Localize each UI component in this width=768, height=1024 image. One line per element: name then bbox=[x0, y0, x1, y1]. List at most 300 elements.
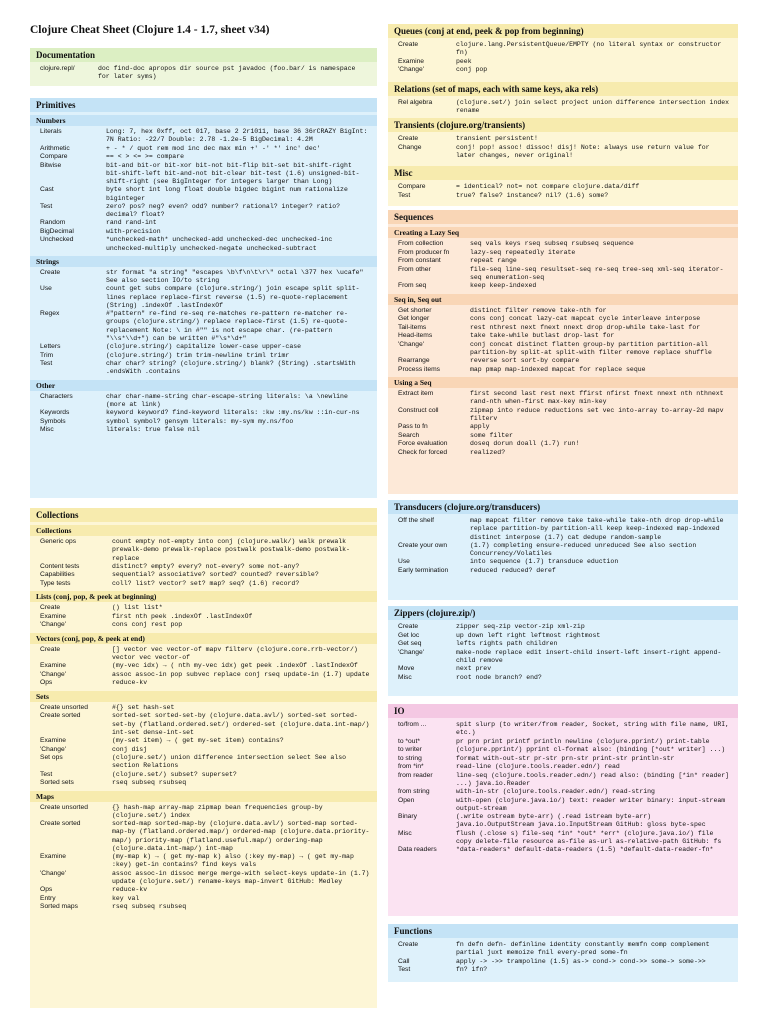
io-row-label: to writer bbox=[398, 746, 422, 753]
io-row-label: to *out* bbox=[398, 737, 420, 745]
collections-row-value: (clojure.set/) subset? superset? bbox=[112, 770, 237, 778]
primitives-row bbox=[36, 128, 371, 145]
collections-row bbox=[36, 704, 371, 713]
collections-section-title: Collections bbox=[30, 525, 377, 536]
primitives-row bbox=[36, 426, 371, 435]
relations-header: Relations (set of maps, each with same keys, aka rels) bbox=[388, 82, 738, 96]
primitives-row bbox=[36, 310, 371, 343]
documentation-row bbox=[36, 65, 371, 82]
io-row-value: with-in-str (clojure.tools.reader.edn/) read-string bbox=[456, 788, 655, 795]
zippers-row bbox=[394, 674, 732, 683]
sequences-row-value: realized? bbox=[470, 448, 506, 456]
transducers-row bbox=[394, 558, 732, 567]
collections-row-label: 'Change' bbox=[40, 869, 66, 877]
io-row bbox=[394, 788, 732, 797]
primitives-row bbox=[36, 162, 371, 187]
io-row-value: spit slurp (to writer/from reader, Socket, string with file name, URI, etc.) bbox=[456, 721, 733, 737]
collections-row-value: (my-map k) → ( get my-map k) also (:key my-map) → ( get my-map :key) get-in contains? find keys vals bbox=[112, 853, 358, 869]
sequences-row bbox=[394, 440, 732, 449]
sequences-row-value: first second last rest next ffirst nfirst fnext nnext nth nthnext rand-nth when-first max-key min-key bbox=[470, 390, 728, 406]
zippers-row-label: 'Change' bbox=[398, 648, 424, 656]
transducers-row-value: (1.7) completing ensure-reduced unreduced See also section Concurrency/Volatiles bbox=[470, 541, 701, 557]
sequences-row-value: file-seq line-seq resultset-seq re-seq tree-seq xml-seq iterator-seq enumeration-seq bbox=[470, 265, 724, 281]
sequences-row-label: Force evaluation bbox=[398, 440, 448, 447]
io-row-label: Misc bbox=[398, 829, 412, 837]
sequences-row-value: zipmap into reduce reductions set vec into-array to-array-2d mapv filterv bbox=[470, 406, 728, 422]
primitives-row-value: #"pattern" re-find re-seq re-matches re-pattern re-matcher re-groups (clojure.string/) replace replace-first (1.5) re-quote-replacement Note: \ in #"" is not escape char. (re-pattern "\\s*\\d+") can be written #"\s*\d+" bbox=[106, 310, 348, 342]
transients-row bbox=[394, 135, 732, 144]
documentation-box bbox=[30, 48, 377, 86]
collections-row bbox=[36, 886, 371, 895]
sequences-row-value: cons conj concat lazy-cat mapcat cycle interleave interpose bbox=[470, 315, 701, 322]
sequences-row bbox=[394, 315, 732, 324]
primitives-row-label: Bitwise bbox=[40, 161, 62, 169]
queues-row-label: 'Change' bbox=[398, 66, 424, 73]
primitives-row-value: str format "a string" "escapes \b\f\n\t\r\" octal \377 hex \ucafe" See also section IO/to string bbox=[106, 268, 368, 284]
primitives-row-value: rand rand-int bbox=[106, 219, 157, 227]
sequences-row-value: some filter bbox=[470, 431, 513, 439]
primitives-row bbox=[36, 186, 371, 203]
collections-row-value: {} hash-map array-map zipmap bean frequencies group-by (clojure.set/) index bbox=[112, 803, 327, 819]
io-row-value: flush (.close s) file-seq *in* *out* *err* (clojure.java.io/) file copy delete-file resource as-file as-url as-relative-path GitHub: fs bbox=[456, 829, 722, 845]
collections-row bbox=[36, 671, 371, 680]
primitives-row-value: byte short int long float double bigdec bigint num rationalize biginteger bbox=[106, 186, 352, 202]
collections-row-value: (my-vec idx) → ( nth my-vec idx) get peek .indexOf .lastIndexOf bbox=[112, 662, 358, 670]
sequences-row-label: Head-items bbox=[398, 332, 433, 339]
misc-box bbox=[388, 166, 738, 206]
transients-row-label: Create bbox=[398, 135, 419, 142]
collections-row-value: sequential? associative? sorted? counted? reversible? bbox=[112, 571, 319, 579]
collections-row-label: Content tests bbox=[40, 562, 80, 570]
zippers-row bbox=[394, 649, 732, 666]
collections-row-value: cons conj rest pop bbox=[112, 621, 183, 629]
io-row bbox=[394, 746, 732, 755]
primitives-row-label: Characters bbox=[40, 392, 73, 400]
collections-row-label: Ops bbox=[40, 679, 53, 687]
primitives-row-label: Arithmetic bbox=[40, 144, 70, 152]
collections-row-label: Create bbox=[40, 645, 61, 653]
collections-row-label: Generic ops bbox=[40, 538, 77, 545]
sequences-header: Sequences bbox=[388, 210, 738, 224]
primitives-box bbox=[30, 98, 377, 498]
queues-row bbox=[394, 66, 732, 75]
sequences-row bbox=[394, 282, 732, 291]
primitives-row bbox=[36, 393, 371, 410]
io-row-value: (clojure.pprint/) pprint cl-format also: (binding [*out* writer] ...) bbox=[456, 746, 726, 753]
primitives-row-value: == < > <= >= compare bbox=[106, 153, 185, 160]
collections-row bbox=[36, 895, 371, 904]
transducers-row-label: Off the shelf bbox=[398, 517, 434, 524]
relations-row-value: (clojure.set/) join select project union difference intersection index rename bbox=[456, 99, 733, 115]
sequences-row-value: take take-while butlast drop-last for bbox=[470, 332, 615, 339]
collections-row bbox=[36, 580, 371, 589]
documentation-row-value: doc find-doc apropos dir source pst javadoc (foo.bar/ is namespace for later syms) bbox=[98, 65, 360, 81]
sequences-row bbox=[394, 257, 732, 266]
functions-row-label: Create bbox=[398, 941, 419, 948]
sequences-row-label: From seq bbox=[398, 282, 427, 289]
primitives-row bbox=[36, 219, 371, 228]
zippers-row-value: next prev bbox=[456, 665, 492, 672]
collections-row-value: coll? list? vector? set? map? seq? (1.6) record? bbox=[112, 579, 300, 587]
primitives-row-label: BigDecimal bbox=[40, 227, 74, 235]
transducers-row bbox=[394, 542, 732, 559]
sequences-row-label: From collection bbox=[398, 240, 444, 247]
primitives-row bbox=[36, 203, 371, 220]
collections-row-label: Create sorted bbox=[40, 712, 81, 720]
zippers-row-value: zipper seq-zip vector-zip xml-zip bbox=[456, 623, 585, 630]
functions-row-value: apply -> ->> trampoline (1.5) as-> cond-> cond->> some-> some->> bbox=[456, 957, 706, 965]
collections-row bbox=[36, 646, 371, 663]
sequences-row bbox=[394, 307, 732, 316]
transients-row bbox=[394, 144, 732, 161]
functions-row-label: Call bbox=[398, 957, 410, 965]
collections-row-value: rseq subseq rsubseq bbox=[112, 779, 187, 786]
sequences-row-label: Construct coll bbox=[398, 406, 439, 414]
functions-row-value: fn? ifn? bbox=[456, 966, 488, 973]
collections-row bbox=[36, 754, 371, 771]
io-row bbox=[394, 797, 732, 814]
io-box bbox=[388, 704, 738, 916]
primitives-row bbox=[36, 228, 371, 237]
io-row bbox=[394, 846, 732, 855]
collections-row-value: sorted-set sorted-set-by (clojure.data.avl/) sorted-set sorted-set-by (flatland.ordered.set/) ordered-set (clojure.data.int-map/) int-set dense-int-set bbox=[112, 712, 374, 736]
relations-row bbox=[394, 99, 732, 116]
collections-row-label: Examine bbox=[40, 737, 67, 744]
collections-row-value: reduce-kv bbox=[112, 886, 148, 893]
collections-section-title: Maps bbox=[30, 791, 377, 802]
collections-row bbox=[36, 903, 371, 912]
collections-row-label: 'Change' bbox=[40, 670, 66, 678]
collections-row-value: key val bbox=[112, 894, 140, 902]
sequences-row-label: Process items bbox=[398, 365, 440, 373]
queues-row-value: peek bbox=[456, 57, 472, 65]
zippers-box bbox=[388, 606, 738, 696]
io-row-value: format with-out-str pr-str prn-str print-str println-str bbox=[456, 754, 675, 762]
collections-row-value: rseq subseq rsubseq bbox=[112, 903, 187, 910]
collections-section-title: Vectors (conj, pop, & peek at end) bbox=[30, 633, 377, 644]
sequences-row-value: reverse sort sort-by compare bbox=[470, 357, 580, 364]
primitives-row bbox=[36, 153, 371, 162]
sequences-row-value: apply bbox=[470, 423, 490, 430]
zippers-row-value: make-node replace edit insert-child insert-left insert-right append-child remove bbox=[456, 648, 722, 664]
io-row bbox=[394, 738, 732, 747]
queues-row bbox=[394, 58, 732, 67]
zippers-row bbox=[394, 632, 732, 641]
primitives-row bbox=[36, 285, 371, 310]
collections-row bbox=[36, 613, 371, 622]
functions-row-value: fn defn defn- definline identity constantly memfn comp complement partial juxt memoize fnil every-pred some-fn bbox=[456, 941, 714, 957]
primitives-row-value: with-precision bbox=[106, 227, 161, 235]
primitives-row-value: bit-and bit-or bit-xor bit-not bit-flip bit-set bit-shift-right bit-shift-left bit-and-not bit-clear bit-test (1.6) unsigned-bit-shift-right (see BigInteger for integers larger than Long) bbox=[106, 161, 360, 185]
zippers-row-value: up down left right leftmost rightmost bbox=[456, 631, 601, 639]
zippers-row-label: Get seq bbox=[398, 640, 422, 647]
collections-row-label: Capabilities bbox=[40, 571, 75, 579]
primitives-row-label: Symbols bbox=[40, 417, 66, 425]
io-row-label: from *in* bbox=[398, 763, 424, 770]
primitives-row-value: char char-name-string char-escape-string literals: \a \newline (more at link) bbox=[106, 392, 352, 408]
primitives-row bbox=[36, 145, 371, 154]
collections-row bbox=[36, 621, 371, 630]
sequences-row bbox=[394, 324, 732, 333]
relations-box bbox=[388, 82, 738, 118]
primitives-row-label: Misc bbox=[40, 426, 54, 433]
primitives-row-label: Literals bbox=[40, 128, 62, 135]
functions-box bbox=[388, 924, 738, 982]
primitives-row bbox=[36, 409, 371, 418]
collections-row-label: Examine bbox=[40, 612, 67, 620]
primitives-row bbox=[36, 352, 371, 361]
sequences-row bbox=[394, 266, 732, 283]
collections-row bbox=[36, 779, 371, 788]
collections-row-label: Test bbox=[40, 770, 53, 778]
misc-header: Misc bbox=[388, 166, 738, 180]
sequences-row-label: Get longer bbox=[398, 315, 430, 322]
zippers-row-label: Misc bbox=[398, 673, 412, 681]
collections-row-value: (my-set item) → ( get my-set item) contains? bbox=[112, 737, 284, 744]
primitives-row-label: Unchecked bbox=[40, 236, 74, 244]
queues-row-value: clojure.lang.PersistentQueue/EMPTY (no literal syntax or constructor fn) bbox=[456, 41, 726, 57]
collections-section-title: Lists (conj, pop, & peek at beginning) bbox=[30, 591, 377, 602]
collections-section-title: Sets bbox=[30, 691, 377, 702]
sequences-row-label: Extract item bbox=[398, 390, 434, 397]
zippers-row-label: Create bbox=[398, 623, 419, 630]
io-header: IO bbox=[388, 704, 738, 718]
collections-row bbox=[36, 853, 371, 870]
collections-row bbox=[36, 679, 371, 688]
transducers-row-label: Use bbox=[398, 558, 410, 566]
sequences-row-value: map pmap map-indexed mapcat for replace seque bbox=[470, 365, 646, 373]
sequences-row bbox=[394, 366, 732, 375]
collections-box bbox=[30, 508, 377, 1008]
io-row-value: *data-readers* default-data-readers (1.5) *default-data-reader-fn* bbox=[456, 846, 714, 853]
sequences-row bbox=[394, 449, 732, 458]
sequences-row bbox=[394, 332, 732, 341]
sequences-row-label: Get shorter bbox=[398, 306, 432, 314]
collections-row-label: Create sorted bbox=[40, 820, 81, 827]
primitives-row bbox=[36, 236, 371, 253]
collections-row-value: conj disj bbox=[112, 745, 148, 753]
sequences-row-label: Search bbox=[398, 431, 420, 439]
sequences-row bbox=[394, 249, 732, 258]
sequences-section-title: Using a Seq bbox=[388, 377, 738, 388]
zippers-header: Zippers (clojure.zip/) bbox=[388, 606, 738, 620]
io-row bbox=[394, 763, 732, 772]
collections-row bbox=[36, 737, 371, 746]
primitives-row-label: Create bbox=[40, 268, 61, 276]
collections-row bbox=[36, 712, 374, 737]
primitives-row-value: (clojure.string/) capitalize lower-case upper-case bbox=[106, 343, 302, 350]
sequences-row-value: conj concat distinct flatten group-by partition partition-all partition-by split-at split-with filter remove replace shuffle bbox=[470, 340, 712, 356]
zippers-row bbox=[394, 665, 732, 674]
sequences-row-label: From constant bbox=[398, 257, 441, 264]
primitives-row-value: count get subs compare (clojure.string/) join escape split split-lines replace replace-first reverse (1.5) re-quote-replacement (String) .indexOf .lastIndexOf bbox=[106, 285, 360, 309]
sequences-row-value: keep keep-indexed bbox=[470, 282, 537, 289]
primitives-row-label: Cast bbox=[40, 186, 54, 194]
collections-row-label: Sorted sets bbox=[40, 779, 74, 786]
functions-row bbox=[394, 958, 732, 967]
primitives-row bbox=[36, 418, 371, 427]
sequences-row bbox=[394, 357, 732, 366]
collections-row-label: Entry bbox=[40, 894, 56, 902]
sequences-row-label: Check for forced bbox=[398, 448, 448, 456]
collections-row-label: 'Change' bbox=[40, 621, 66, 629]
primitives-header: Primitives bbox=[30, 98, 377, 112]
queues-box bbox=[388, 24, 738, 82]
collections-row-value: first nth peek .indexOf .lastIndexOf bbox=[112, 612, 253, 620]
sequences-row-value: repeat range bbox=[470, 257, 517, 264]
primitives-row-label: Keywords bbox=[40, 409, 70, 416]
collections-row-label: Examine bbox=[40, 853, 67, 860]
zippers-row bbox=[394, 640, 732, 649]
collections-row bbox=[36, 563, 371, 572]
collections-row-value: reduce-kv bbox=[112, 679, 148, 687]
sequences-row bbox=[394, 423, 732, 432]
queues-header: Queues (conj at end, peek & pop from beginning) bbox=[388, 24, 738, 38]
sequences-row-value: seq vals keys rseq subseq rsubseq sequence bbox=[470, 240, 634, 247]
collections-row-label: Sorted maps bbox=[40, 903, 78, 910]
collections-row-label: Type tests bbox=[40, 579, 71, 587]
misc-row bbox=[394, 192, 732, 201]
primitives-row-label: Use bbox=[40, 285, 52, 293]
transients-row-label: Change bbox=[398, 143, 422, 151]
transients-header: Transients (clojure.org/transients) bbox=[388, 118, 738, 132]
transducers-row bbox=[394, 567, 732, 576]
transducers-header: Transducers (clojure.org/transducers) bbox=[388, 500, 738, 514]
sequences-row-value: distinct filter remove take-nth for bbox=[470, 306, 607, 314]
primitives-row-label: Test bbox=[40, 360, 53, 367]
sequences-row bbox=[394, 432, 732, 441]
collections-row-value: () list list* bbox=[112, 604, 163, 612]
primitives-section-title: Numbers bbox=[30, 115, 377, 126]
collections-row bbox=[36, 746, 371, 755]
collections-header: Collections bbox=[30, 508, 377, 522]
primitives-row-label: Random bbox=[40, 219, 66, 227]
collections-row bbox=[36, 604, 371, 613]
collections-row bbox=[36, 820, 371, 853]
relations-row-label: Rel algebra bbox=[398, 99, 433, 106]
primitives-row-value: *unchecked-math* unchecked-add unchecked-dec unchecked-inc unchecked-multiply unchecked-negate unchecked-subtract bbox=[106, 236, 337, 252]
sequences-box bbox=[388, 210, 738, 494]
primitives-row-label: Letters bbox=[40, 343, 61, 350]
functions-row bbox=[394, 966, 732, 975]
io-row-value: read-line (clojure.tools.reader.edn/) read bbox=[456, 763, 620, 770]
collections-row bbox=[36, 771, 371, 780]
collections-row-value: assoc assoc-in pop subvec replace conj rseq update-in (1.7) update bbox=[112, 670, 370, 678]
sequences-section-title: Seq in, Seq out bbox=[388, 294, 738, 305]
collections-row-label: Create unsorted bbox=[40, 703, 88, 711]
zippers-row-label: Move bbox=[398, 665, 415, 672]
sequences-row-value: lazy-seq repeatedly iterate bbox=[470, 248, 576, 256]
misc-row-label: Compare bbox=[398, 183, 426, 190]
sequences-row bbox=[394, 390, 732, 407]
sequences-row-label: Rearrange bbox=[398, 357, 430, 364]
transducers-row-value: into sequence (1.7) transduce eduction bbox=[470, 558, 619, 566]
primitives-section-title: Strings bbox=[30, 256, 377, 267]
transducers-row-value: reduced reduced? deref bbox=[470, 566, 556, 574]
collections-row-value: (clojure.set/) union difference intersection select See also section Relations bbox=[112, 754, 350, 770]
primitives-row bbox=[36, 269, 371, 286]
sequences-row-label: From other bbox=[398, 265, 431, 273]
queues-row-label: Examine bbox=[398, 57, 425, 65]
zippers-row-value: lefts rights path children bbox=[456, 640, 558, 647]
transducers-row-label: Create your own bbox=[398, 541, 448, 549]
primitives-row-value: literals: true false nil bbox=[106, 426, 200, 433]
sequences-row-label: 'Change' bbox=[398, 340, 424, 348]
collections-row bbox=[36, 662, 371, 671]
transducers-row-label: Early termination bbox=[398, 566, 449, 574]
io-row bbox=[394, 830, 732, 847]
primitives-row-label: Compare bbox=[40, 153, 68, 160]
collections-row-value: [] vector vec vector-of mapv filterv (clojure.core.rrb-vector/) vector vec vector-of bbox=[112, 645, 362, 661]
io-row-label: Data readers bbox=[398, 846, 437, 853]
primitives-row bbox=[36, 343, 371, 352]
io-row bbox=[394, 813, 732, 830]
transducers-row bbox=[394, 517, 732, 542]
zippers-row bbox=[394, 623, 732, 632]
io-row-label: from reader bbox=[398, 771, 433, 779]
collections-row-value: distinct? empty? every? not-every? some not-any? bbox=[112, 562, 300, 570]
collections-row bbox=[36, 869, 374, 887]
io-row bbox=[394, 721, 732, 738]
primitives-row-value: + - * / quot rem mod inc dec max min +' -' *' inc' dec' bbox=[106, 144, 321, 152]
queues-row-label: Create bbox=[398, 41, 419, 48]
primitives-section-title: Other bbox=[30, 380, 377, 391]
sequences-row bbox=[394, 407, 732, 424]
io-row-label: to string bbox=[398, 754, 422, 762]
sequences-row-label: Pass to fn bbox=[398, 423, 428, 430]
collections-row-value: count empty not-empty into conj (clojure.walk/) walk prewalk prewalk-demo prewalk-replace postwalk postwalk-demo postwalk-replace bbox=[112, 538, 350, 562]
documentation-header: Documentation bbox=[30, 48, 377, 62]
primitives-row-value: char char? string? (clojure.string/) blank? (String) .startsWith .endsWith .contains bbox=[106, 360, 360, 376]
transducers-row-value: map mapcat filter remove take take-while take-nth drop drop-while replace partition-by partition-all keep keep-indexed map-indexed distinct interpose (1.7) cat dedupe random-sample bbox=[470, 517, 728, 541]
misc-row-value: = identical? not= not compare clojure.data/diff bbox=[456, 183, 640, 190]
io-row-label: Open bbox=[398, 796, 415, 804]
primitives-row-value: Long: 7, hex 0xff, oct 017, base 2 2r1011, base 36 36rCRAZY BigInt: 7N Ratio: -22/7 Double: 2.78 -1.2e-5 BigDecimal: 4.2M bbox=[106, 128, 372, 144]
zippers-row-value: root node branch? end? bbox=[456, 673, 542, 681]
collections-row-value: assoc assoc-in dissoc merge merge-with select-keys update-in (1.7) update (clojure.set/) rename-keys map-invert GitHub: Medley bbox=[112, 869, 374, 885]
collections-row-label: 'Change' bbox=[40, 745, 66, 753]
io-row-value: pr prn print printf println newline (clojure.pprint/) print-table bbox=[456, 737, 710, 745]
misc-row-label: Test bbox=[398, 191, 411, 199]
functions-header: Functions bbox=[388, 924, 738, 938]
sequences-row bbox=[394, 240, 732, 249]
sequences-row-value: doseq dorun doall (1.7) run! bbox=[470, 440, 580, 447]
transients-box bbox=[388, 118, 738, 166]
primitives-row-value: symbol symbol? gensym literals: my-sym my.ns/foo bbox=[106, 417, 294, 425]
primitives-row-label: Trim bbox=[40, 351, 54, 359]
primitives-row-value: zero? pos? neg? even? odd? number? rational? integer? ratio? decimal? float? bbox=[106, 202, 344, 218]
io-row-label: Binary bbox=[398, 813, 417, 820]
collections-row bbox=[36, 804, 371, 821]
functions-row bbox=[394, 941, 732, 958]
sequences-row bbox=[394, 341, 732, 358]
transducers-box bbox=[388, 500, 738, 600]
collections-row-label: Set ops bbox=[40, 754, 63, 761]
queues-row-value: conj pop bbox=[456, 66, 488, 73]
documentation-row-label: clojure.repl/ bbox=[40, 65, 75, 72]
io-row bbox=[394, 772, 732, 789]
functions-row-label: Test bbox=[398, 966, 411, 973]
collections-row bbox=[36, 538, 371, 563]
io-row-value: line-seq (clojure.tools.reader.edn/) read also: (binding [*in* reader] ...) java.io.Reader bbox=[456, 771, 733, 787]
collections-row bbox=[36, 571, 371, 580]
page-title: Clojure Cheat Sheet (Clojure 1.4 - 1.7, sheet v34) bbox=[30, 24, 270, 36]
io-row bbox=[394, 755, 732, 764]
primitives-row-value: keyword keyword? find-keyword literals: :kw :my.ns/kw ::in-cur-ns bbox=[106, 409, 360, 416]
io-row-label: to/from ... bbox=[398, 721, 427, 728]
zippers-row-label: Get loc bbox=[398, 631, 420, 639]
queues-row bbox=[394, 41, 732, 58]
